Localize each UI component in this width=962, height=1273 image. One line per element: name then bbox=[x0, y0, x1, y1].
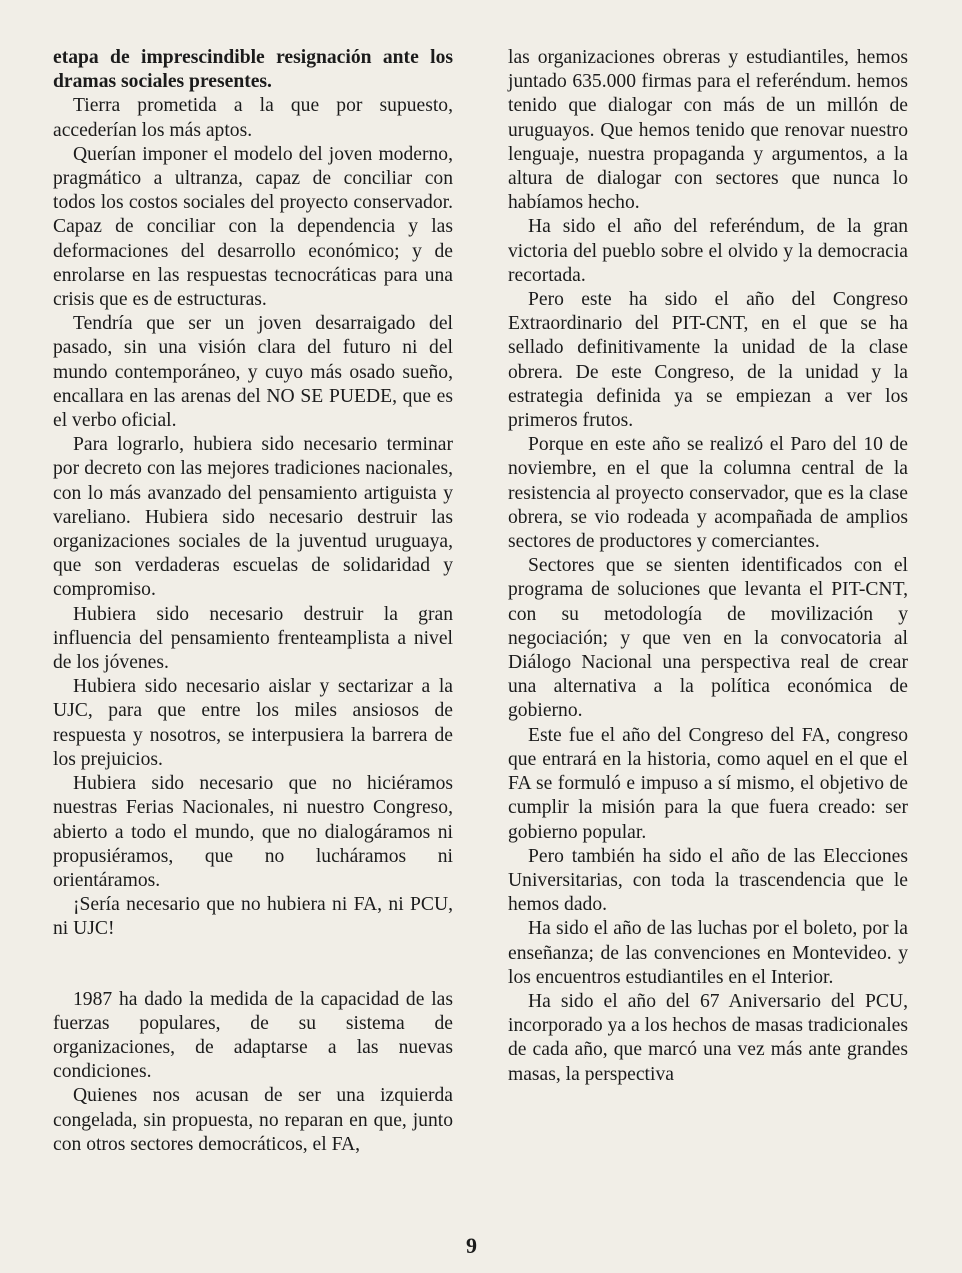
right-column-paragraph: Ha sido el año del referéndum, de la gran victoria del pueblo sobre el olvido y la democracia recortada. bbox=[508, 216, 908, 286]
right-column-paragraph: Ha sido el año de las luchas por el boleto, por la enseñanza; de las convenciones en Montevideo. y los encuentros estudiantiles en el Interior. bbox=[508, 918, 908, 988]
right-column-paragraph: Este fue el año del Congreso del FA, congreso que entrará en la historia, como aquel en el que el FA se formuló e impuso a sí mismo, el objetivo de cumplir la misión para la que fuera creado: ser gobierno popular. bbox=[508, 724, 908, 843]
left-column-paragraph: ¡Sería necesario que no hubiera ni FA, ni PCU, ni UJC! bbox=[53, 894, 453, 940]
left-column-paragraph: etapa de imprescindible resignación ante los dramas sociales presentes. bbox=[53, 47, 453, 93]
right-column-paragraph: Porque en este año se realizó el Paro del 10 de noviembre, en el que la columna central de la resistencia al proyecto conservador, que es la clase obrera, se vio rodeada y acompañada de amplios sectores de productores y comerciantes. bbox=[508, 434, 908, 553]
right-column-paragraph: Sectores que se sienten identificados con el programa de soluciones que levanta el PIT-CNT, con su metodología de movilización y negociación; y que ven en la convocatoria al Diálogo Nacional una perspectiva real de crear una alternativa a la política económica de gobierno. bbox=[508, 555, 908, 722]
left-column-paragraph: 1987 ha dado la medida de la capacidad de las fuerzas populares, de su sistema de organizaciones, de adaptarse a las nuevas condiciones. bbox=[53, 988, 453, 1083]
left-column-paragraph: Para lograrlo, hubiera sido necesario terminar por decreto con las mejores tradiciones nacionales, con lo más avanzado del pensamiento artiguista y vareliano. Hubiera sido necesario destruir las organizaciones sociales de la juventud uruguaya, que son verdaderas escuelas de solidaridad y compromiso. bbox=[53, 434, 453, 601]
right-column-paragraph: Pero este ha sido el año del Congreso Extraordinario del PIT-CNT, en el que se ha sellado definitivamente la unidad de la clase obrera. De este Congreso, de la unidad y la estrategia definida ya se empiezan a ver los primeros frutos. bbox=[508, 289, 908, 432]
left-column-paragraph: Hubiera sido necesario aislar y sectarizar a la UJC, para que entre los miles ansiosos de respuesta y nosotros, se interpusiera la barrera de los prejuicios. bbox=[53, 676, 453, 770]
right-column-paragraph: Pero también ha sido el año de las Elecciones Universitarias, con toda la trascendencia que le hemos dado. bbox=[508, 845, 908, 916]
page-number: 9 bbox=[466, 1233, 477, 1258]
left-column-paragraph: Tierra prometida a la que por supuesto, accederían los más aptos. bbox=[53, 95, 453, 141]
left-column-paragraph: Tendría que ser un joven desarraigado del pasado, sin una visión clara del futuro ni del mundo contemporáneo, y cuyo más osado sueño, encallara en las arenas del NO SE PUEDE, que es el verbo oficial. bbox=[53, 313, 453, 432]
right-column bbox=[508, 46, 908, 1087]
left-column bbox=[53, 46, 453, 1157]
left-column-paragraph: Hubiera sido necesario que no hiciéramos nuestras Ferias Nacionales, ni nuestro Congreso, abierto a todo el mundo, que no dialogáramos ni propusiéramos, que no lucháramos ni orientáramos. bbox=[53, 773, 453, 891]
left-column-paragraph: Quienes nos acusan de ser una izquierda congelada, sin propuesta, no reparan en que, junto con otros sectores democráticos, el FA, bbox=[53, 1085, 453, 1155]
right-column-paragraph: Ha sido el año del 67 Aniversario del PCU, incorporado ya a los hechos de masas tradicionales de cada año, que marcó una vez más ante grandes masas, la perspectiva bbox=[508, 990, 908, 1085]
right-column-paragraph: las organizaciones obreras y estudiantiles, hemos juntado 635.000 firmas para el referéndum. hemos tenido que dialogar con más de un millón de uruguayos. Que hemos tenido que renovar nuestro lenguaje, nuestra propaganda y argumentos, a la altura de dialogar con sectores que nunca lo habíamos hecho. bbox=[508, 47, 908, 214]
left-column-paragraph: Querían imponer el modelo del joven moderno, pragmático a ultranza, capaz de conciliar con todos los costos sociales del proyecto conservador. Capaz de conciliar con la dependencia y las deformaciones del desarrollo económico; y de enrolarse en las respuestas tecnocráticas para una crisis que es de estructuras. bbox=[53, 143, 453, 311]
left-column-paragraph: Hubiera sido necesario destruir la gran influencia del pensamiento frenteamplista a nivel de los jóvenes. bbox=[53, 603, 453, 674]
